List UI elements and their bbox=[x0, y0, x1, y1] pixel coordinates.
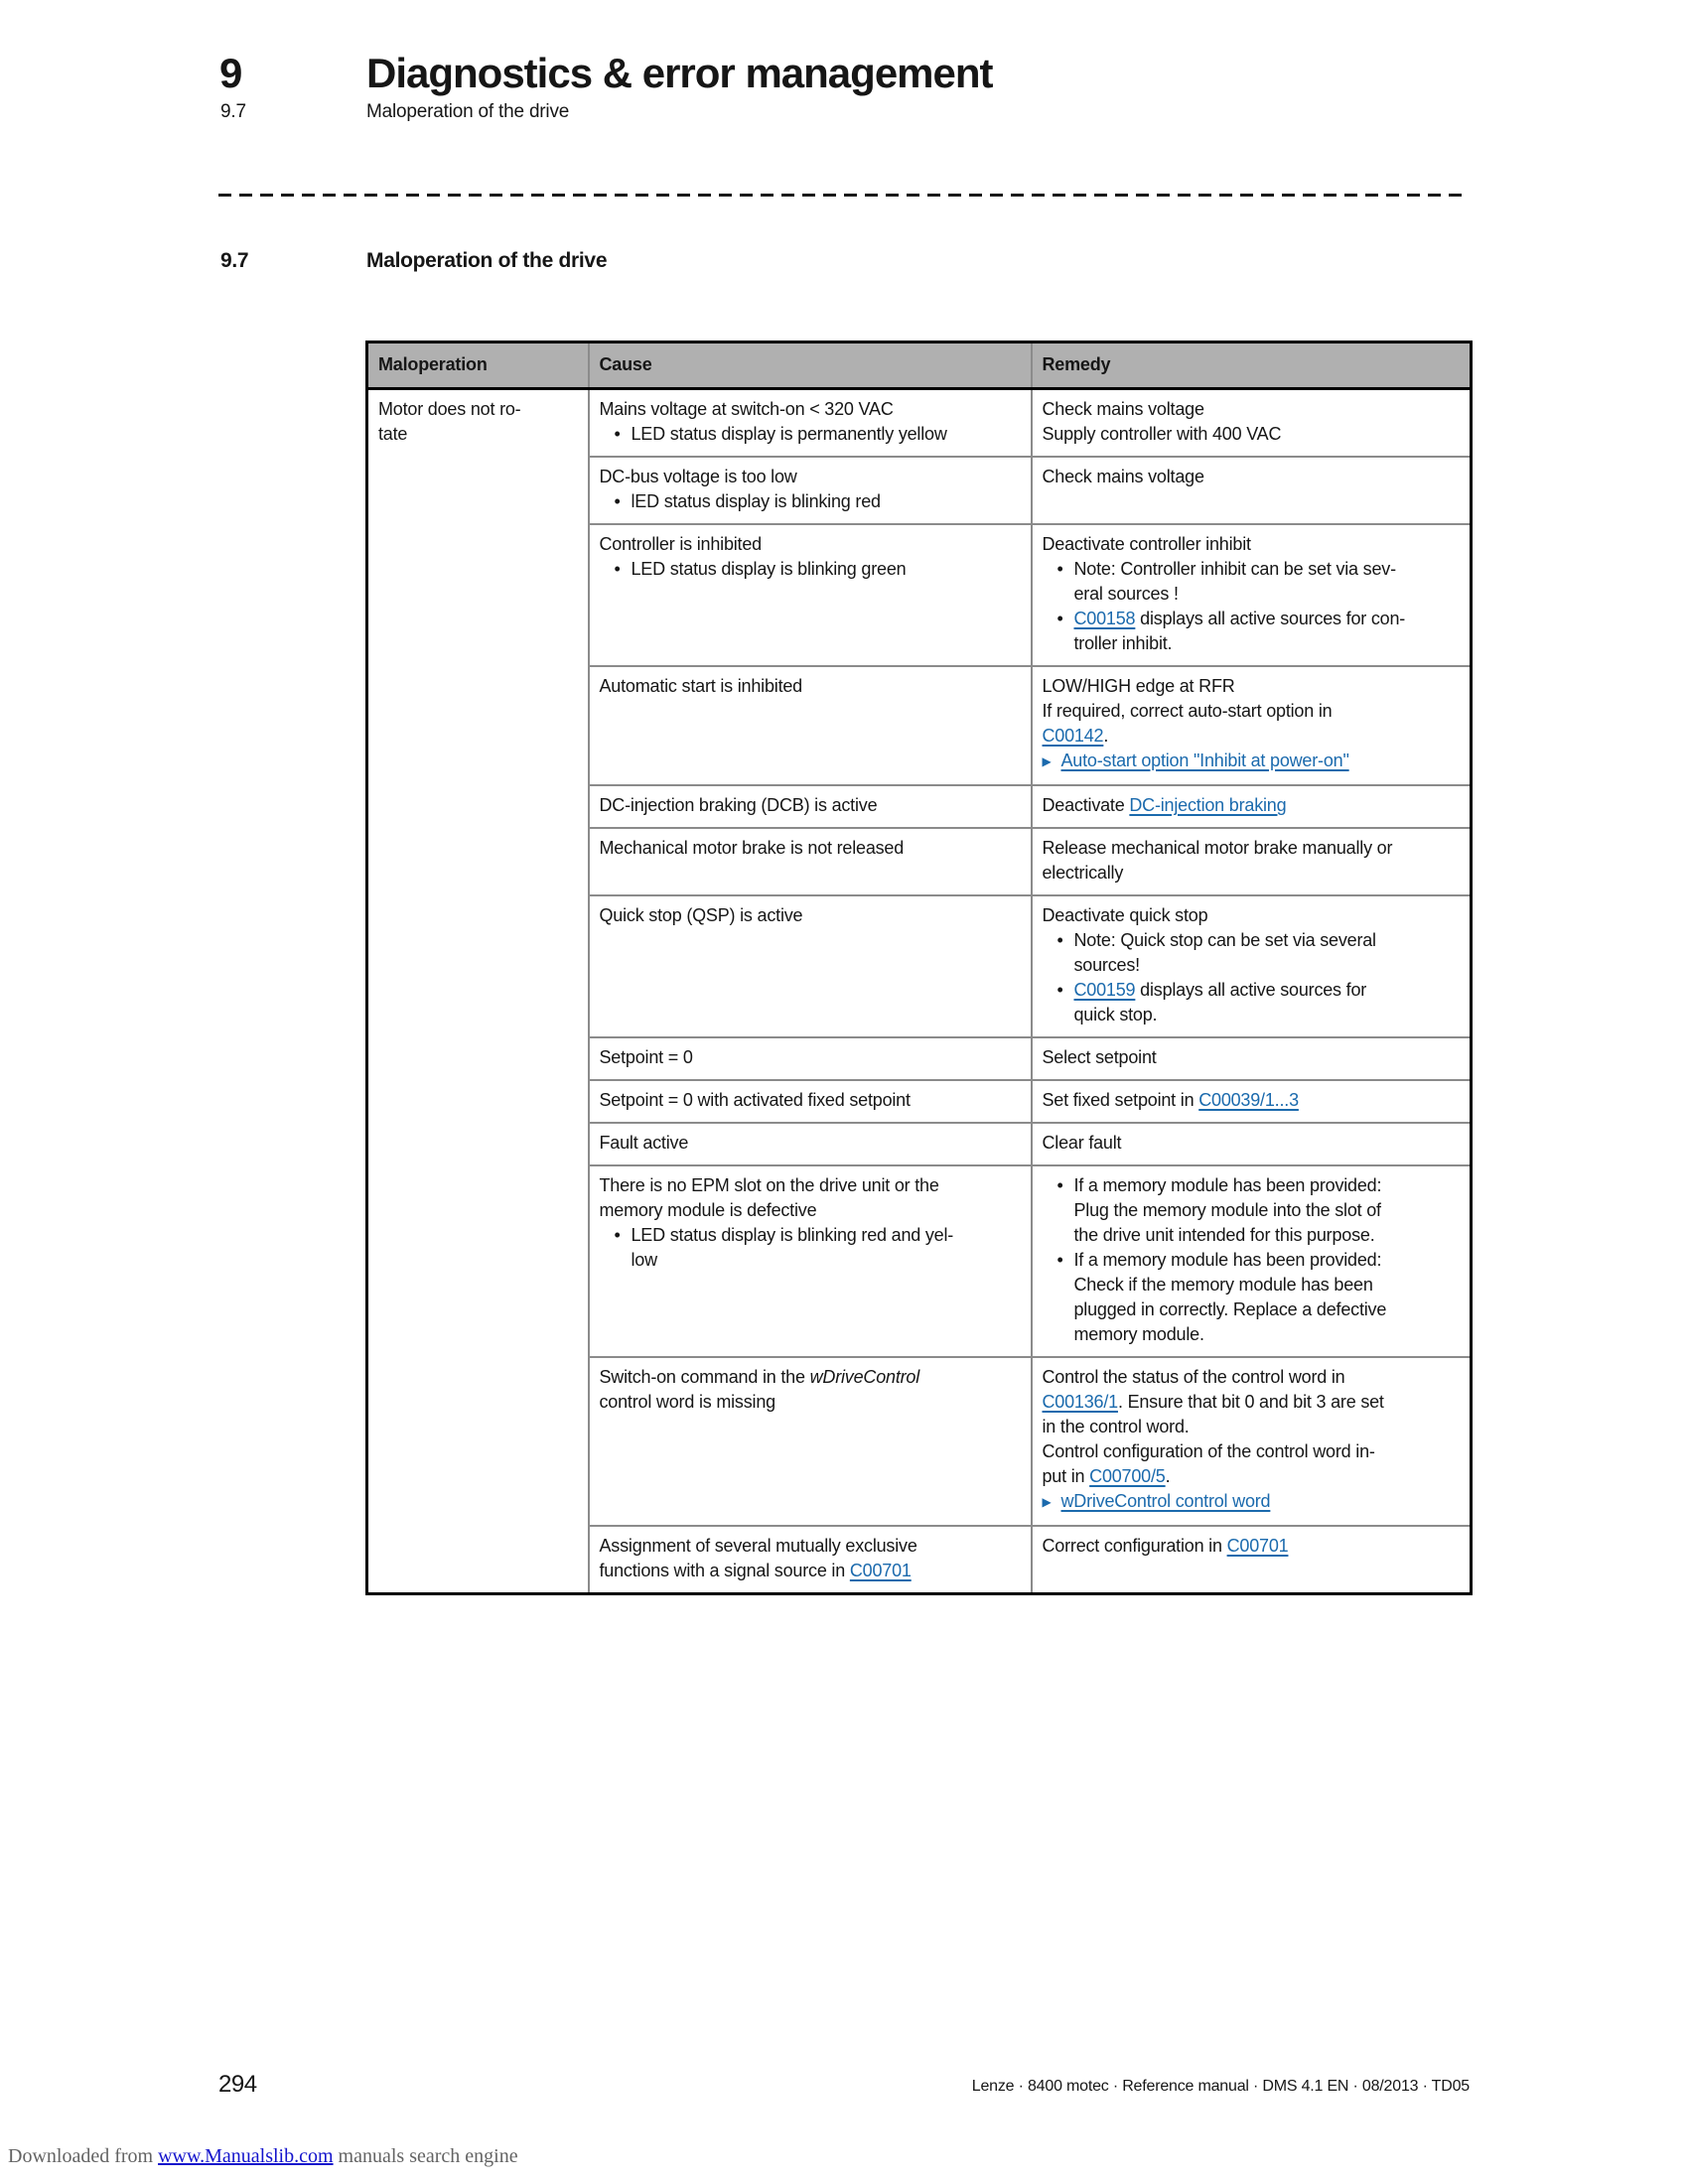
cell-text-line: There is no EPM slot on the drive unit or the memory module is defective bbox=[599, 1175, 939, 1220]
cell-text-line: Deactivate controller inhibit bbox=[1042, 534, 1251, 554]
cause-cell bbox=[589, 1357, 1032, 1526]
cell-text-line: If required, correct auto-start option in C00142. bbox=[1042, 701, 1333, 746]
cell-text-line: Correct configuration in C00701 bbox=[1042, 1536, 1289, 1556]
manualslib-link[interactable]: www.Manualslib.com bbox=[158, 2145, 334, 2167]
cause-cell bbox=[589, 389, 1032, 458]
column-header-remedy: Remedy bbox=[1032, 342, 1472, 389]
cross-reference-link[interactable]: DC-injection braking bbox=[1129, 795, 1287, 815]
cell-text-line: Switch-on command in the wDriveControl control word is missing bbox=[599, 1367, 920, 1412]
cause-cell bbox=[589, 457, 1032, 524]
cell-text-line: DC-injection braking (DCB) is active bbox=[599, 795, 878, 815]
cause-cell bbox=[589, 1123, 1032, 1165]
bullet-icon: • bbox=[614, 424, 621, 444]
bullet-item bbox=[600, 557, 1021, 582]
cross-reference-link[interactable]: C00039/1...3 bbox=[1198, 1090, 1299, 1110]
remedy-cell bbox=[1032, 389, 1472, 458]
bullet-icon: • bbox=[1056, 980, 1063, 1000]
cell-text-line: Deactivate quick stop bbox=[1042, 905, 1208, 925]
bullet-text: If a memory module has been provided: Check if the memory module has been plugged in correctly. Replace a defective memory module. bbox=[1073, 1250, 1387, 1344]
cell-text-line: Setpoint = 0 with activated fixed setpoint bbox=[599, 1090, 911, 1110]
cell-text-line: Set fixed setpoint in C00039/1...3 bbox=[1042, 1090, 1299, 1110]
remedy-cell bbox=[1032, 666, 1472, 785]
remedy-cell bbox=[1032, 1526, 1472, 1594]
bullet-text: C00159 displays all active sources for quick stop. bbox=[1073, 980, 1367, 1024]
cell-text-line: Assignment of several mutually exclusive functions with a signal source in C00701 bbox=[599, 1536, 917, 1580]
bullet-icon: • bbox=[614, 491, 621, 511]
cause-cell bbox=[589, 828, 1032, 895]
remedy-cell bbox=[1032, 785, 1472, 828]
cross-reference-link[interactable]: C00142 bbox=[1042, 726, 1104, 746]
watermark-suffix: manuals search engine bbox=[333, 2145, 518, 2167]
cell-text-line: Deactivate DC-injection braking bbox=[1042, 795, 1287, 815]
maloperation-cell bbox=[367, 389, 589, 1594]
bullet-item bbox=[1043, 607, 1461, 656]
bullet-item bbox=[1043, 928, 1461, 978]
cell-text-line: Motor does not ro- tate bbox=[378, 399, 521, 444]
maloperation-table bbox=[365, 341, 1473, 1595]
bullet-icon: • bbox=[614, 559, 621, 579]
remedy-cell bbox=[1032, 828, 1472, 895]
bullet-item bbox=[1043, 978, 1461, 1027]
cross-reference-link[interactable]: C00158 bbox=[1073, 609, 1136, 628]
remedy-cell bbox=[1032, 1080, 1472, 1123]
cell-text-line: Control the status of the control word in C00136/1. Ensure that bit 0 and bit 3 are set in the control word. bbox=[1042, 1367, 1384, 1436]
remedy-cell bbox=[1032, 1123, 1472, 1165]
cell-text-line: Check mains voltage bbox=[1042, 399, 1204, 419]
cell-text-line: Select setpoint bbox=[1042, 1047, 1157, 1067]
page-number: 294 bbox=[218, 2071, 257, 2098]
cause-cell bbox=[589, 785, 1032, 828]
cell-text-line: Mains voltage at switch-on < 320 VAC bbox=[599, 399, 894, 419]
table-header-row bbox=[367, 342, 1472, 389]
cross-reference-link[interactable]: C00159 bbox=[1073, 980, 1136, 1000]
cross-reference-link[interactable]: C00700/5 bbox=[1089, 1466, 1166, 1486]
bullet-item bbox=[1043, 1248, 1461, 1347]
cell-text-line: Fault active bbox=[599, 1133, 689, 1153]
footer-document-info: Lenze · 8400 motec · Reference manual · DMS 4.1 EN · 08/2013 · TD05 bbox=[971, 2078, 1470, 2095]
cell-text-line: Setpoint = 0 bbox=[599, 1047, 693, 1067]
cause-cell bbox=[589, 1165, 1032, 1357]
section-heading-number: 9.7 bbox=[220, 249, 249, 272]
chapter-number: 9 bbox=[219, 50, 242, 96]
section-number-small: 9.7 bbox=[220, 101, 246, 122]
dashed-divider bbox=[218, 194, 1465, 197]
remedy-cell bbox=[1032, 895, 1472, 1037]
bullet-text: Note: Quick stop can be set via several sources! bbox=[1073, 930, 1376, 975]
remedy-cell bbox=[1032, 457, 1472, 524]
cell-text-line: Mechanical motor brake is not released bbox=[599, 838, 905, 858]
bullet-icon: • bbox=[1056, 1250, 1063, 1270]
arrow-link-line bbox=[1043, 749, 1461, 775]
cross-reference-link[interactable]: C00701 bbox=[1226, 1536, 1289, 1556]
bullet-item bbox=[600, 422, 1021, 447]
arrow-link-line bbox=[1043, 1489, 1461, 1516]
bullet-text: C00158 displays all active sources for con- troller inhibit. bbox=[1073, 609, 1406, 653]
watermark-prefix: Downloaded from bbox=[8, 2145, 159, 2167]
bullet-icon: • bbox=[1056, 930, 1063, 950]
bullet-item bbox=[600, 489, 1021, 514]
arrow-link-text bbox=[1061, 1489, 1271, 1514]
cell-text-line: Release mechanical motor brake manually or electrically bbox=[1042, 838, 1393, 883]
bullet-text: LED status display is blinking green bbox=[631, 559, 907, 579]
remedy-cell bbox=[1032, 1357, 1472, 1526]
remedy-cell bbox=[1032, 1037, 1472, 1080]
cell-text-line: Clear fault bbox=[1042, 1133, 1122, 1153]
cross-reference-link[interactable]: C00701 bbox=[849, 1561, 912, 1580]
cause-cell bbox=[589, 524, 1032, 666]
bullet-text: LED status display is permanently yellow bbox=[631, 424, 947, 444]
bullet-item bbox=[1043, 557, 1461, 607]
section-heading-title: Maloperation of the drive bbox=[366, 249, 608, 272]
section-title-small: Maloperation of the drive bbox=[366, 101, 570, 122]
bullet-icon: • bbox=[1056, 1175, 1063, 1195]
bullet-item bbox=[1043, 1173, 1461, 1248]
bullet-item bbox=[600, 1223, 1021, 1273]
cause-cell bbox=[589, 1526, 1032, 1594]
arrow-link-text bbox=[1061, 749, 1349, 773]
cross-reference-link[interactable]: C00136/1 bbox=[1042, 1392, 1118, 1412]
cell-text-line: Control configuration of the control word in- put in C00700/5. bbox=[1042, 1441, 1375, 1486]
bullet-icon: • bbox=[1056, 609, 1063, 628]
cell-text-line: Controller is inhibited bbox=[599, 534, 762, 554]
cause-cell bbox=[589, 1080, 1032, 1123]
bullet-text: Note: Controller inhibit can be set via sev- eral sources ! bbox=[1073, 559, 1396, 604]
bullet-text: lED status display is blinking red bbox=[631, 491, 881, 511]
cause-cell bbox=[589, 895, 1032, 1037]
arrow-right-icon: ▶ bbox=[1042, 1495, 1052, 1509]
watermark bbox=[8, 2145, 518, 2168]
bullet-text: LED status display is blinking red and yel- low bbox=[631, 1225, 954, 1270]
cell-text-line: Supply controller with 400 VAC bbox=[1042, 424, 1282, 444]
cell-text-line: DC-bus voltage is too low bbox=[599, 467, 797, 486]
table-row bbox=[367, 389, 1472, 458]
cell-text-line: Quick stop (QSP) is active bbox=[599, 905, 803, 925]
cross-reference-link[interactable]: Auto-start option "Inhibit at power-on" bbox=[1060, 751, 1349, 770]
cause-cell bbox=[589, 1037, 1032, 1080]
cause-cell bbox=[589, 666, 1032, 785]
chapter-title: Diagnostics & error management bbox=[366, 50, 993, 96]
remedy-cell bbox=[1032, 524, 1472, 666]
cell-text-line: LOW/HIGH edge at RFR bbox=[1042, 676, 1235, 696]
bullet-text: If a memory module has been provided: Plug the memory module into the slot of the drive unit intended for this purpose. bbox=[1073, 1175, 1382, 1245]
bullet-icon: • bbox=[614, 1225, 621, 1245]
cross-reference-link[interactable]: wDriveControl control word bbox=[1060, 1491, 1271, 1511]
bullet-icon: • bbox=[1056, 559, 1063, 579]
arrow-right-icon: ▶ bbox=[1042, 754, 1052, 768]
column-header-maloperation: Maloperation bbox=[367, 342, 589, 389]
cell-text-line: Check mains voltage bbox=[1042, 467, 1204, 486]
column-header-cause: Cause bbox=[589, 342, 1032, 389]
remedy-cell bbox=[1032, 1165, 1472, 1357]
italic-term: wDriveControl bbox=[809, 1367, 920, 1387]
cell-text-line: Automatic start is inhibited bbox=[599, 676, 802, 696]
